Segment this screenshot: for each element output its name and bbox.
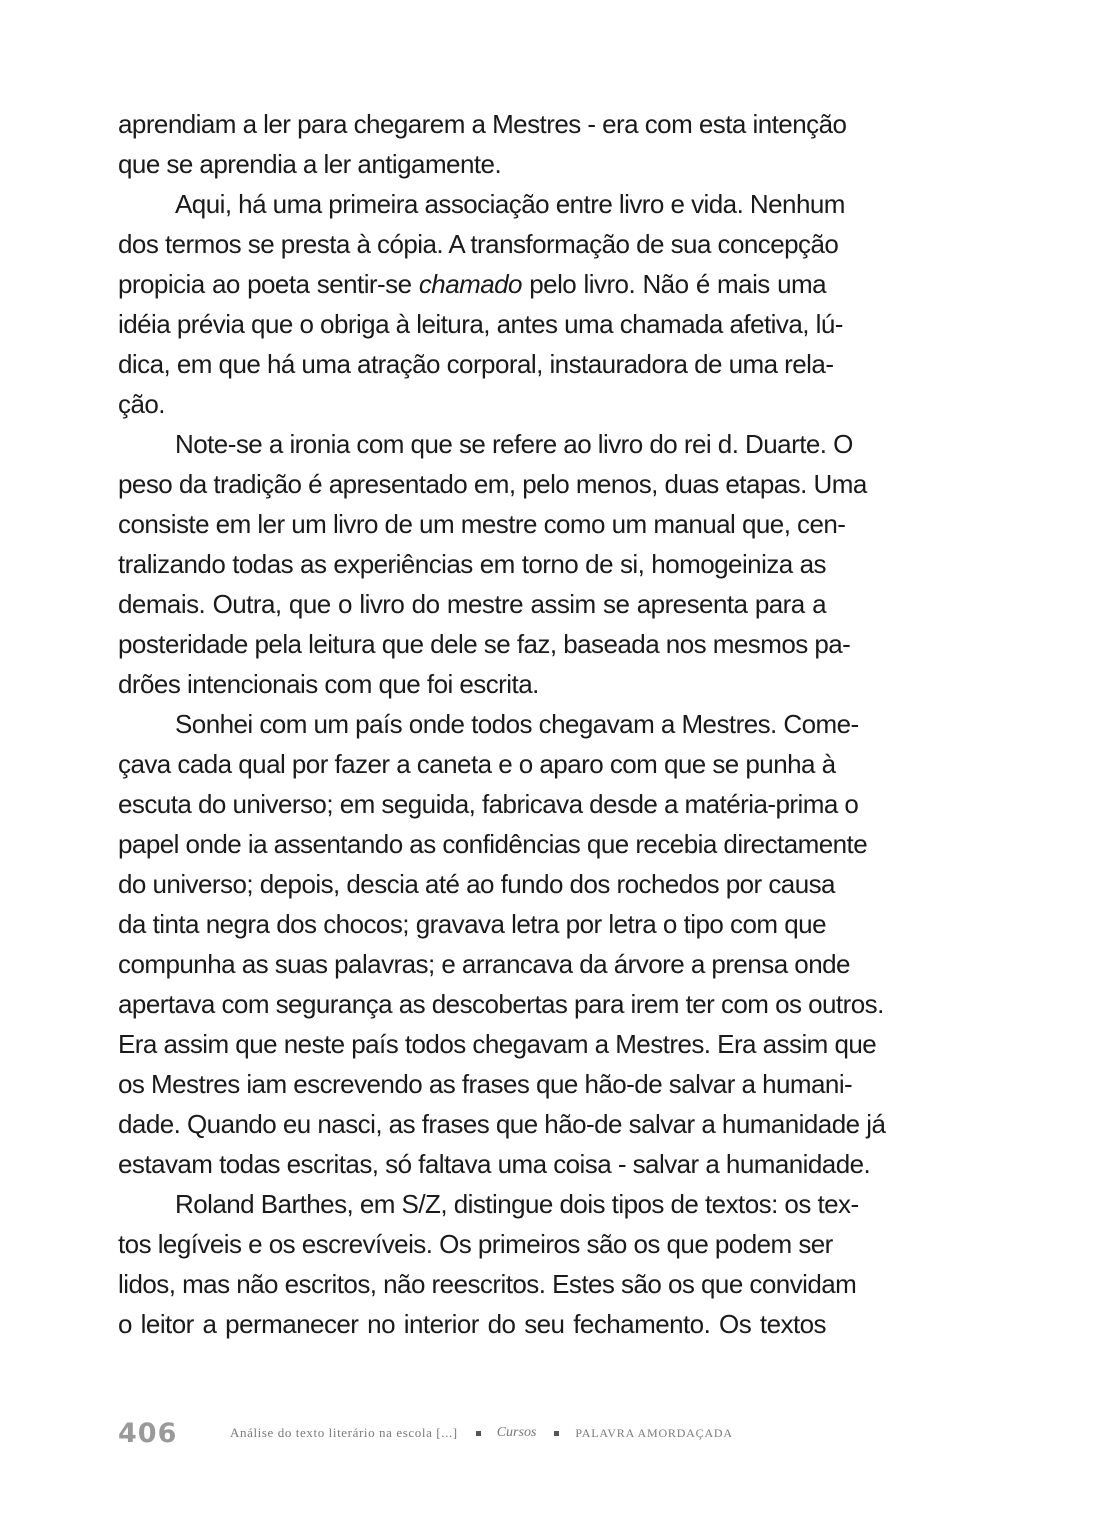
text-line: aprendiam a ler para chegarem a Mestres - era com esta intenção	[118, 109, 847, 139]
text-line: demais. Outra, que o livro do mestre assim se apresenta para a	[118, 589, 826, 619]
text-line: dos termos se presta à cópia. A transformação de sua concepção	[118, 229, 839, 259]
text-line: consiste em ler um livro de um mestre como um manual que, cen-	[118, 509, 846, 539]
text-line: ção.	[118, 389, 165, 419]
text-line: papel onde ia assentando as confidências que recebia directamente	[118, 829, 868, 859]
emphasized-word: chamado	[418, 269, 522, 299]
running-title: Análise do texto literário na escola [...]	[230, 1425, 458, 1440]
text-line: escuta do universo; em seguida, fabricava desde a matéria-prima o	[118, 789, 859, 819]
text-line: tralizando todas as experiências em torno de si, homogeiniza as	[118, 549, 826, 579]
text-line: Note-se a ironia com que se refere ao livro do rei d. Duarte. O	[175, 429, 853, 459]
bullet-separator	[476, 1431, 481, 1436]
text-line: Sonhei com um país onde todos chegavam a Mestres. Come-	[175, 709, 859, 739]
text-segment: pelo livro. Não é mais uma	[521, 269, 826, 299]
text-line: os Mestres iam escrevendo as frases que hão-de salvar a humani-	[118, 1069, 853, 1099]
series-name: PALAVRA AMORDAÇADA	[575, 1425, 733, 1440]
text-line: idéia prévia que o obriga à leitura, antes uma chamada afetiva, lú-	[118, 309, 843, 339]
text-line: dade. Quando eu nasci, as frases que hão-de salvar a humanidade já	[118, 1109, 886, 1139]
page-footer	[118, 1418, 826, 1448]
text-line: Roland Barthes, em S/Z, distingue dois tipos de textos: os tex-	[175, 1189, 859, 1219]
text-line: posteridade pela leitura que dele se faz, baseada nos mesmos pa-	[118, 629, 851, 659]
text-line: çava cada qual por fazer a caneta e o aparo com que se punha à	[118, 749, 836, 779]
text-line: estavam todas escritas, só faltava uma coisa - salvar a humanidade.	[118, 1149, 871, 1179]
text-line: o leitor a permanecer no interior do seu fechamento. Os textos	[118, 1309, 826, 1339]
text-line: tos legíveis e os escrevíveis. Os primeiros são os que podem ser	[118, 1229, 833, 1259]
text-line: drões intencionais com que foi escrita.	[118, 669, 539, 699]
text-line: que se aprendia a ler antigamente.	[118, 149, 502, 179]
text-line: lidos, mas não escritos, não reescritos. Estes são os que convidam	[118, 1269, 857, 1299]
text-line: da tinta negra dos chocos; gravava letra por letra o tipo com que	[118, 909, 826, 939]
body-text	[118, 104, 886, 1344]
text-line: do universo; depois, descia até ao fundo dos rochedos por causa	[118, 869, 835, 899]
text-line: compunha as suas palavras; e arrancava da árvore a prensa onde	[118, 949, 850, 979]
text-line: dica, em que há uma atração corporal, instauradora de uma rela-	[118, 349, 834, 379]
text-line: peso da tradição é apresentado em, pelo menos, duas etapas. Uma	[118, 469, 867, 499]
text-line: Aqui, há uma primeira associação entre livro e vida. Nenhum	[175, 189, 845, 219]
collection-name: Cursos	[496, 1425, 537, 1440]
page-number: 406	[118, 1417, 178, 1449]
text-segment: propicia ao poeta sentir-se	[118, 269, 419, 299]
text-line	[118, 264, 826, 304]
text-line: Era assim que neste país todos chegavam a Mestres. Era assim que	[118, 1029, 877, 1059]
bullet-separator	[554, 1431, 559, 1436]
text-line: apertava com segurança as descobertas para irem ter com os outros.	[118, 989, 884, 1019]
